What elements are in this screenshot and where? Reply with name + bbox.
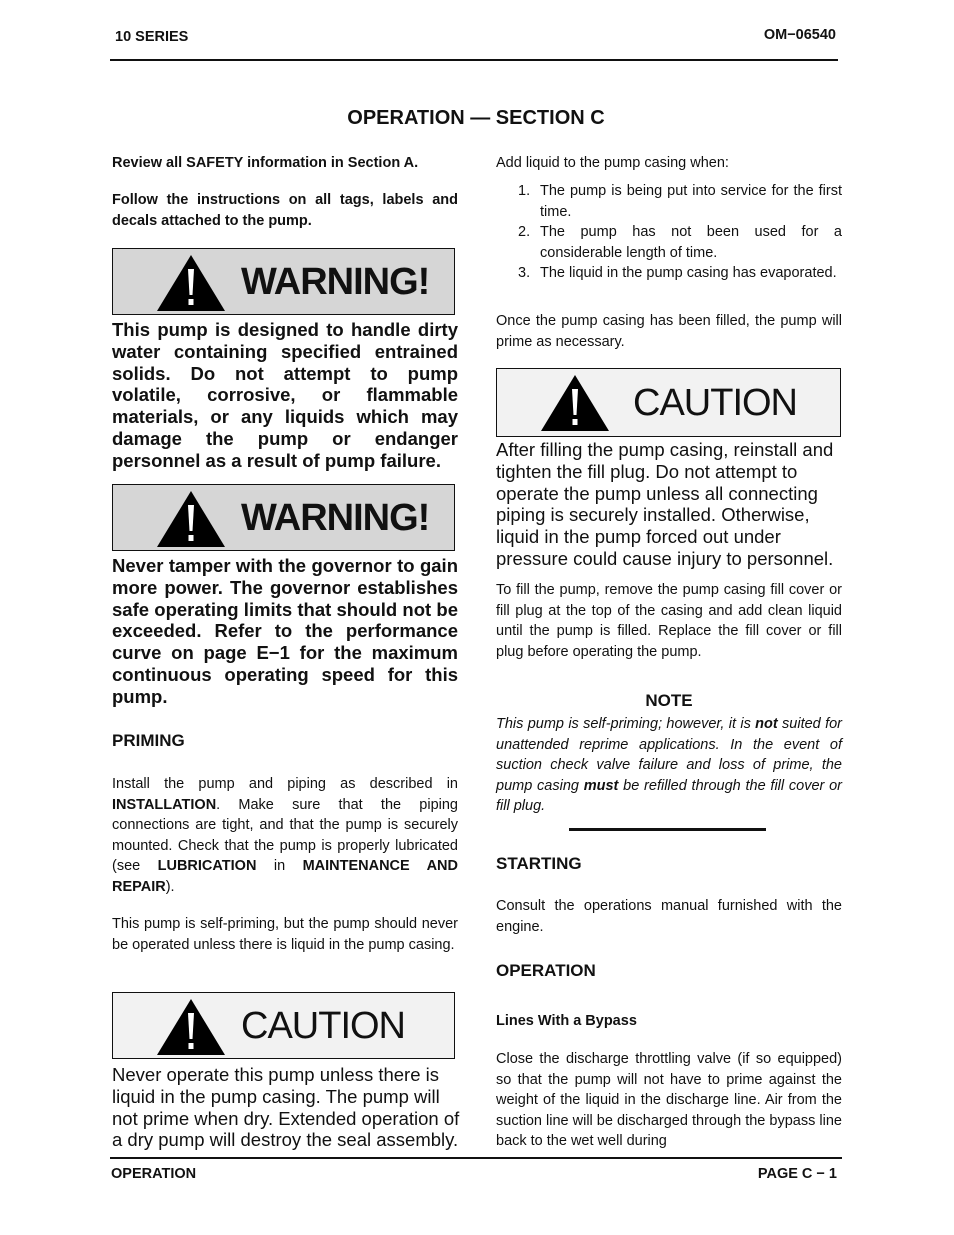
warning-text-dirty-water: This pump is designed to handle dirty water containing specified entrained solids. Do not attempt to pump volatile, corrosive, or flammable materials, or any liquids which may damage the pump or endanger personnel as a result of pump failure. [112,319,458,471]
casing-filled-paragraph: Once the pump casing has been filled, the pump will prime as necessary. [496,313,842,350]
caution-signal-word: CAUTION [241,1005,405,1047]
caution-triangle-icon [155,997,227,1057]
caution-signal-box [496,368,841,437]
add-liquid-list [496,181,842,284]
note-heading: NOTE [645,691,693,710]
bypass-paragraph: Close the discharge throttling valve (if so equipped) so that the pump will not have to prime against the weight of the liquid in the discharge line. Air from the suction line will be discharged through the bypass line back to the wet well during [496,1051,842,1150]
fill-pump-paragraph: To fill the pump, remove the pump casing fill cover or fill plug at the top of the casing and add clean liquid until the pump is filled. Replace the fill cover or fill plug before operating the pump. [496,582,842,660]
starting-heading: STARTING [496,854,582,873]
note-end-rule [569,828,766,831]
bypass-heading: Lines With a Bypass [496,1013,637,1029]
priming-paragraph-self-priming: This pump is self-priming, but the pump should never be operated unless there is liquid in the pump casing. [112,916,458,953]
list-item: 3. The liquid in the pump casing has evaporated. [518,265,837,282]
priming-paragraph-install: Install the pump and piping as described in INSTALLATION. Make sure that the piping connections are tight, and that the pump is securely mounted. Check that the pump is properly lubricated (see LUBRICATION in MAINTENANCE AND REPAIR). [112,776,458,895]
footer-rule [110,1157,842,1159]
warning-signal-box [112,248,455,315]
caution-text-fill-plug: After filling the pump casing, reinstall and tighten the fill plug. Do not attempt to operate the pump unless all connecting piping is securely installed. Otherwise, liquid in the pump forced out under pressure could cause injury to personnel. [496,439,834,569]
page-title: OPERATION — SECTION C [347,107,605,129]
header-rule [110,59,838,61]
warning-signal-word: WARNING! [241,497,430,539]
warning-triangle-icon [155,489,227,549]
add-liquid-intro: Add liquid to the pump casing when: [496,155,729,171]
caution-signal-box [112,992,455,1059]
warning-signal-word: WARNING! [241,261,430,303]
header-doc-number: OM−06540 [763,27,836,43]
list-item: 2. The pump has not been used for a considerable length of time. [518,224,842,261]
caution-text-dry-operation: Never operate this pump unless there is liquid in the pump casing. The pump will not prime when dry. Extended operation of a dry pump will destroy the seal assembly. [112,1064,460,1151]
operation-heading: OPERATION [496,961,596,980]
header-series: 10 SERIES [115,29,189,45]
note-text: This pump is self-priming; however, it is not suited for unattended reprime applications. In the event of suction check valve failure and loss of prime, the pump casing must be refilled through the fill cover or fill plug. [496,716,843,815]
warning-signal-box [112,484,455,551]
footer-section: OPERATION [111,1166,197,1182]
warning-triangle-icon [155,253,227,313]
priming-heading: PRIMING [112,731,185,750]
intro-safety: Review all SAFETY information in Section A. [112,155,419,171]
intro-tags: Follow the instructions on all tags, labels and decals attached to the pump. [112,192,458,229]
footer-page-number: PAGE C − 1 [757,1166,837,1182]
starting-paragraph: Consult the operations manual furnished with the engine. [496,898,842,935]
caution-triangle-icon [539,373,611,433]
list-item: 1. The pump is being put into service for the first time. [518,183,842,220]
warning-text-governor: Never tamper with the governor to gain more power. The governor establishes safe operating limits that should not be exceeded. Refer to the performance curve on page E−1 for the maximum continuous operating speed for this pump. [112,555,458,707]
caution-signal-word: CAUTION [633,382,797,424]
